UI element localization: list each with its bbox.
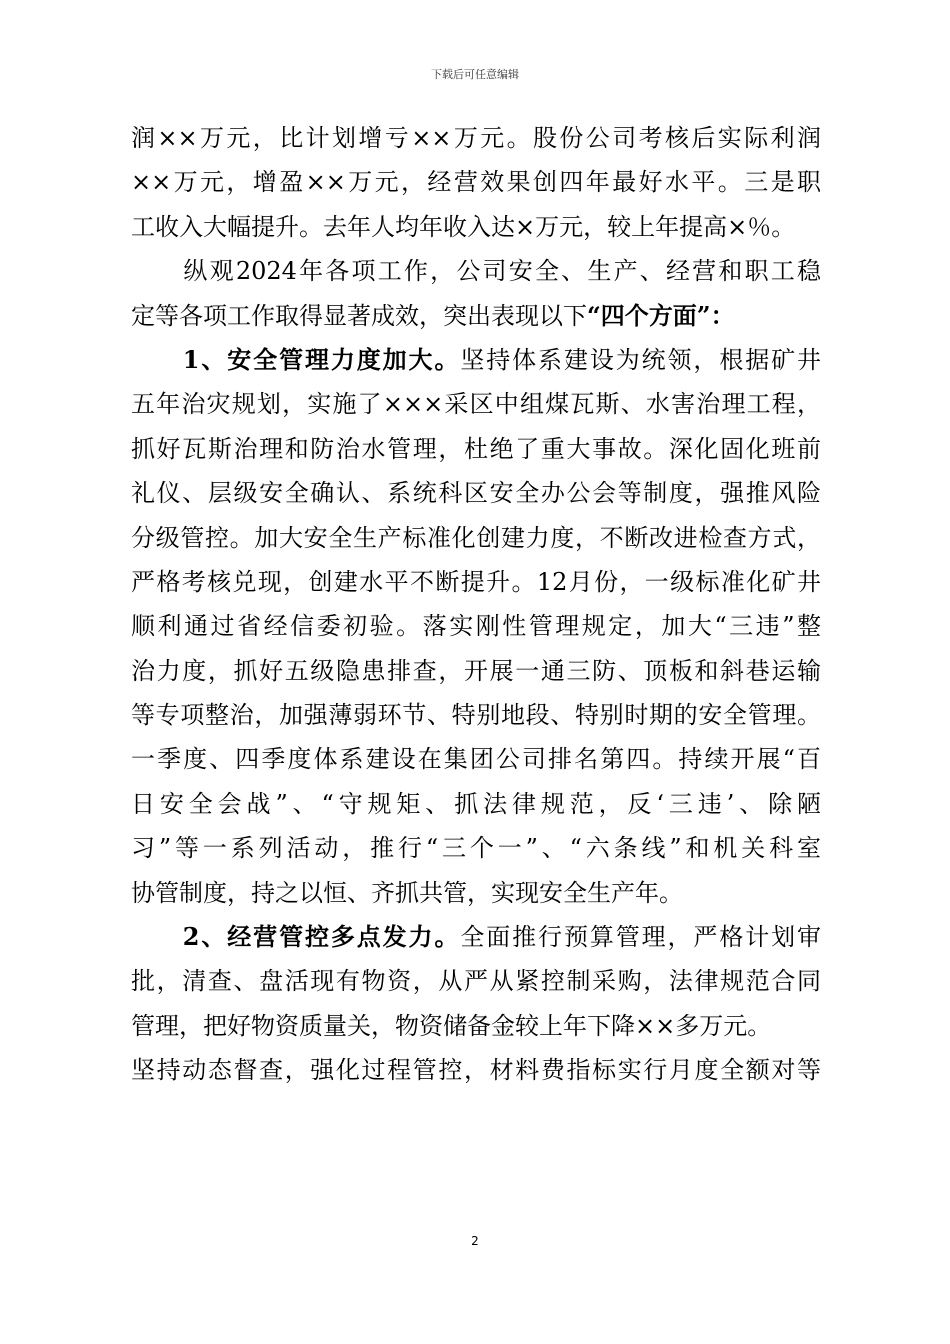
emphasis-text: “四个方面”： [587,300,735,330]
paragraph-line: 工收入大幅提升。去年人均年收入达×万元，较上年提高×％。 [131,212,796,241]
paragraph-line: 习”等一系列活动，推行“三个一”、“六条线”和机关科室 [131,834,821,863]
section-heading: 2、经营管控多点发力。 [131,922,461,952]
paragraph-text: 定等各项工作取得显著成效，突出表现以下 [131,301,587,330]
paragraph-text: 坚持体系建设为统领，根据矿井 [460,345,822,374]
page-header: 下载后可任意编辑 [431,68,519,81]
paragraph-line: 抓好瓦斯治理和防治水管理，杜绝了重大事故。深化固化班前 [131,434,821,463]
paragraph-line: 一季度、四季度体系建设在集团公司排名第四。持续开展“百 [131,745,821,774]
paragraph-line: 管理，把好物资质量关，物资储备金较上年下降××多万元。 [131,1011,772,1040]
page-number: 2 [471,1234,479,1248]
paragraph-line: 润××万元，比计划增亏××万元。股份公司考核后实际利润 [131,124,821,152]
paragraph-text: 全面推行预算管理，严格计划审 [460,923,822,952]
paragraph-line: 批，清查、盘活现有物资，从严从紧控制采购，法律规范合同 [131,967,821,996]
section-heading-line [131,915,821,959]
paragraph-line: 协管制度，持之以恒、齐抓共管，实现安全生产年。 [131,878,683,907]
paragraph-line: 纵观2024年各项工作，公司安全、生产、经营和职工稳 [131,257,821,286]
paragraph-line: 五年治灾规划，实施了×××采区中组煤瓦斯、水害治理工程， [131,390,821,419]
paragraph-line: 坚持动态督查，强化过程管控，材料费指标实行月度全额对等 [131,1056,821,1085]
paragraph-line: 等专项整治，加强薄弱环节、特别地段、特别时期的安全管理。 [131,701,821,730]
paragraph-line [131,294,821,338]
paragraph-line: 治力度，抓好五级隐患排查，开展一通三防、顶板和斜巷运输 [131,656,821,685]
section-heading-line [131,338,821,382]
document-body [131,116,821,1093]
paragraph-line: 日安全会战”、“守规矩、抓法律规范，反‘三违’、除陋 [131,789,821,818]
paragraph-line: ××万元，增盈××万元，经营效果创四年最好水平。三是职 [131,168,821,197]
section-heading: 1、安全管理力度加大。 [131,344,461,374]
paragraph-line: 严格考核兑现，创建水平不断提升。12月份，一级标准化矿井 [131,567,821,596]
paragraph-line: 分级管控。加大安全生产标准化创建力度，不断改进检查方式， [131,523,821,552]
paragraph-line: 礼仪、层级安全确认、系统科区安全办公会等制度，强推风险 [131,479,821,508]
paragraph-line: 顺利通过省经信委初验。落实刚性管理规定，加大“三违”整 [131,612,821,641]
